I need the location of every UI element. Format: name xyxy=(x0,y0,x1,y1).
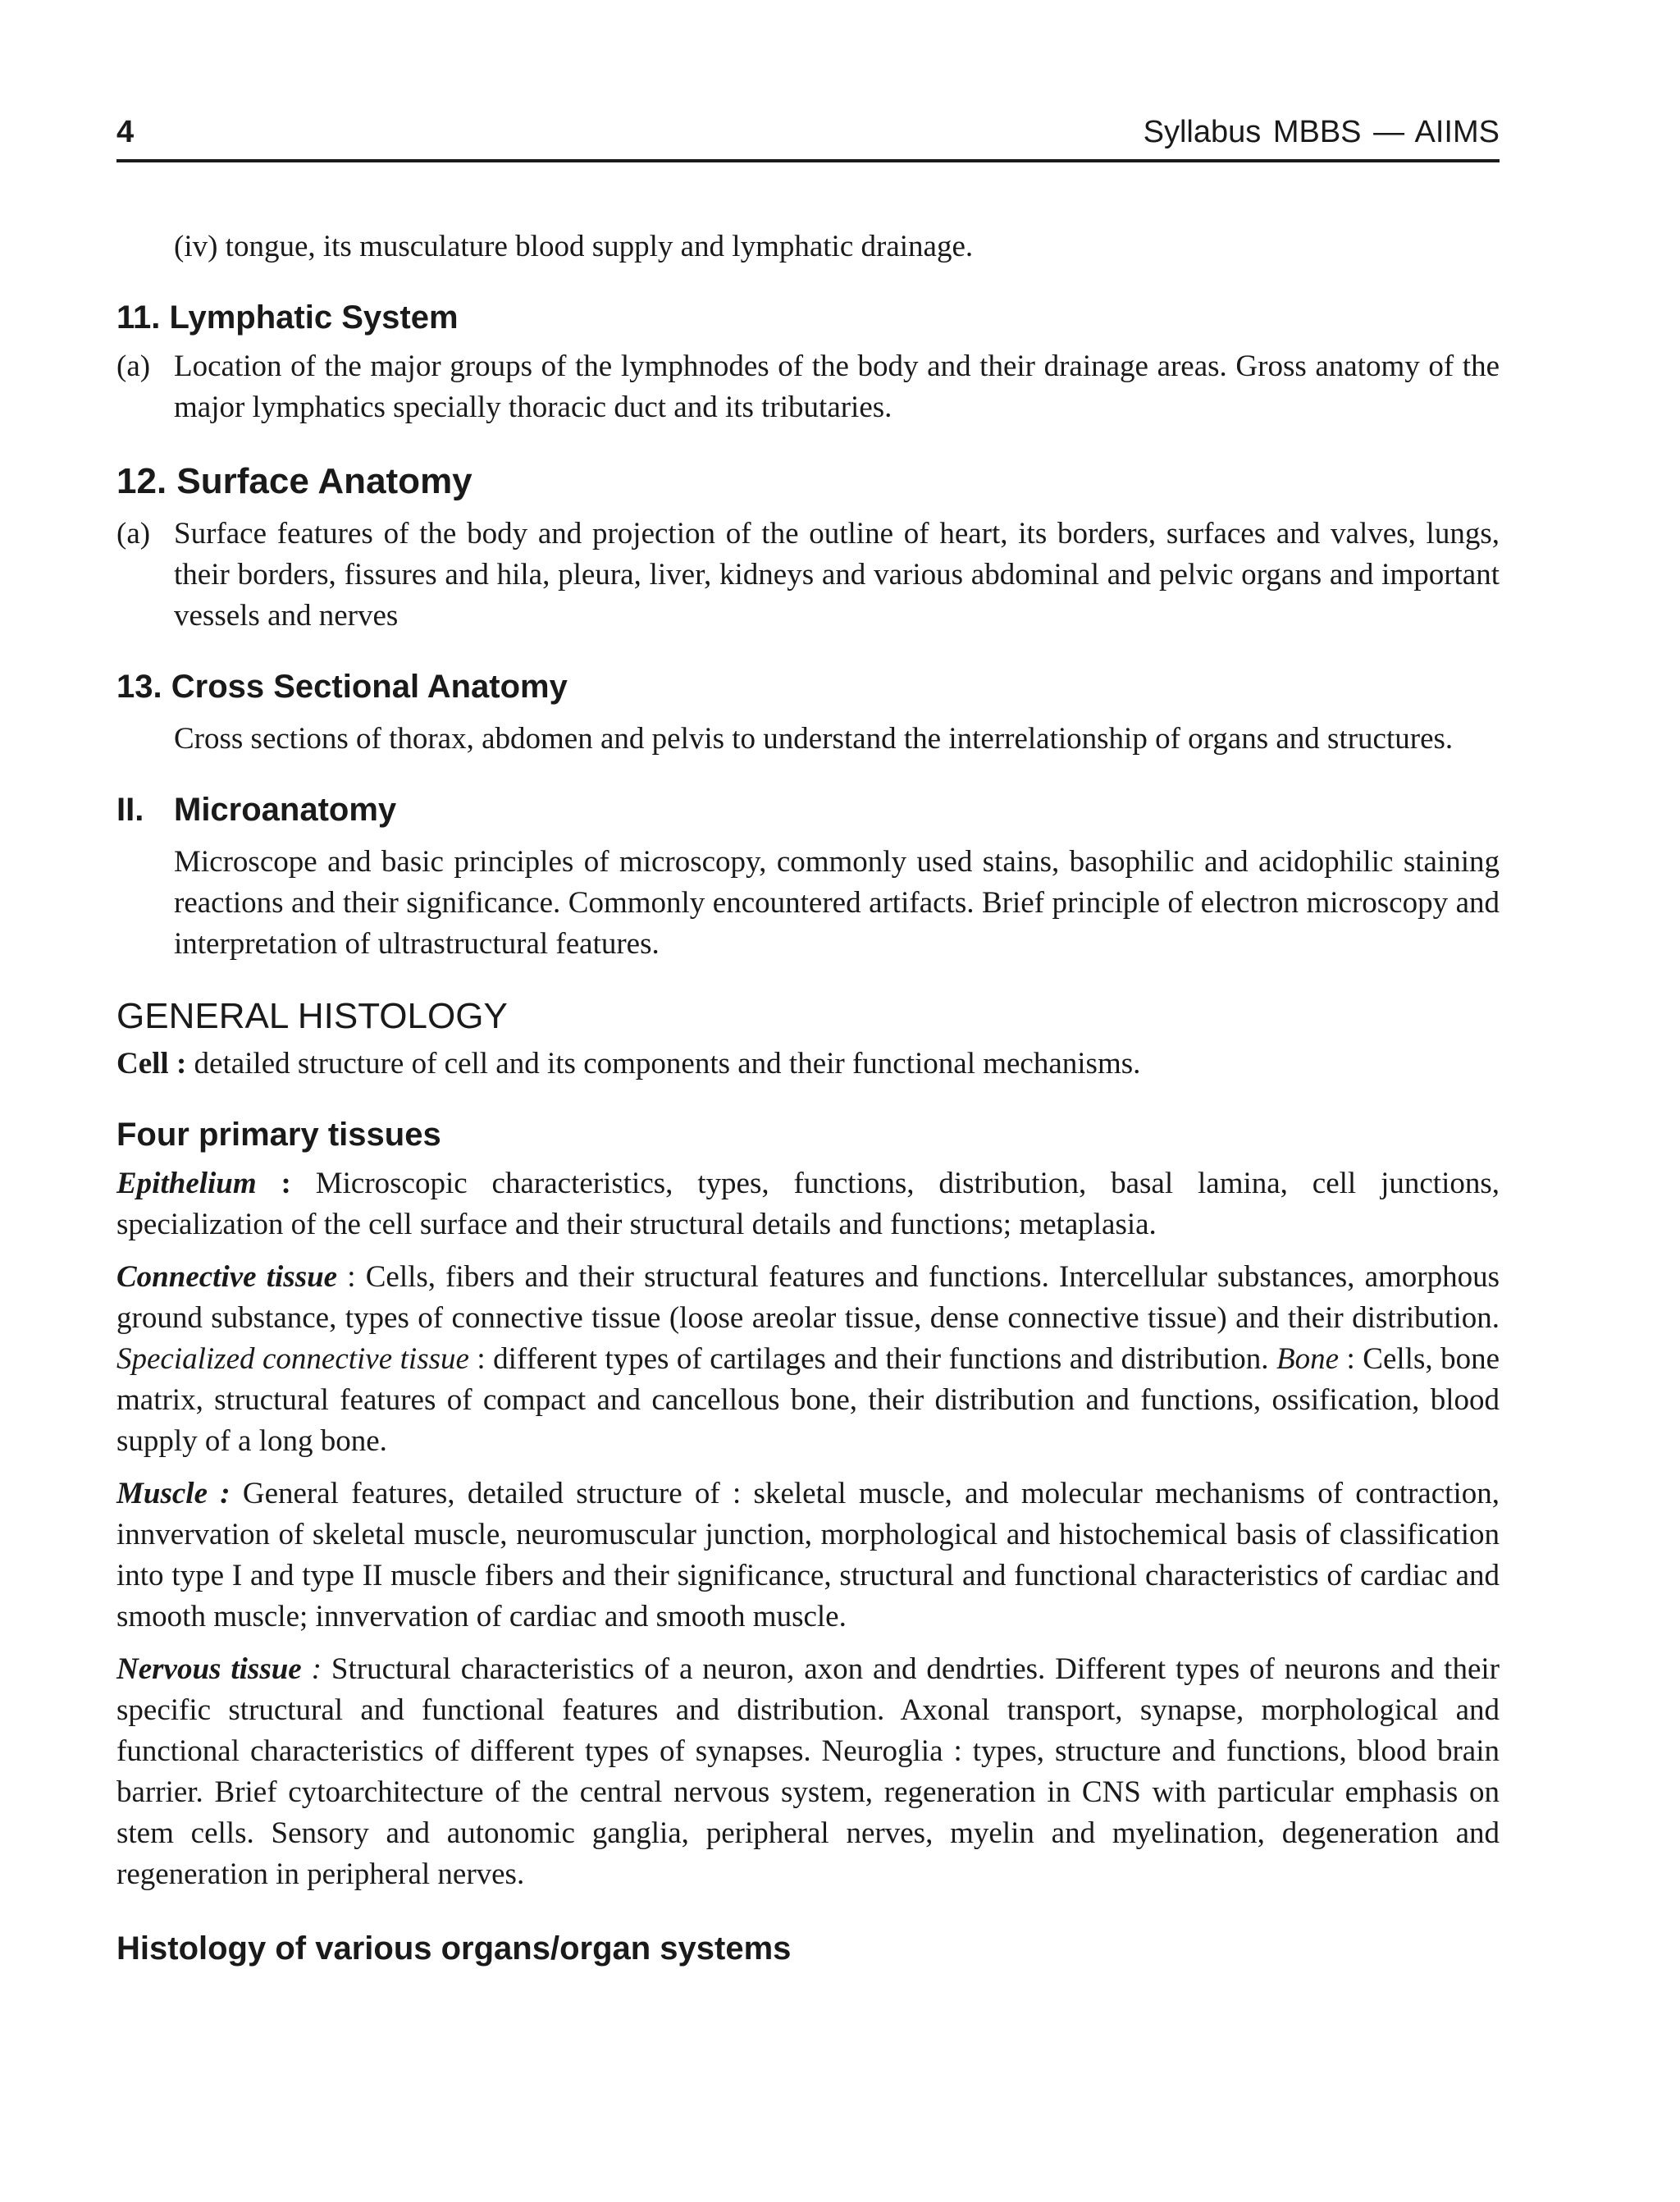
lymphatic-item-a xyxy=(116,346,1500,428)
connective-text-1: : Cells, fibers and their structural features and functions. Intercellular substances, amorphous ground substance, types of connective tissue (loose areolar tissue, dense connective tissue) and their distribution. xyxy=(116,1260,1500,1335)
nervous-text: Structural characteristics of a neuron, axon and dendrties. Different types of neurons and their specific structural and functional features and distribution. Axonal transport, synapse, morphological and functional characteristics of different types of synapses. Neuroglia : types, structure and functions, blood brain barrier. Brief cytoarchitecture of the central nervous system, regeneration in CNS with particular emphasis on stem cells. Sensory and autonomic ganglia, peripheral nerves, myelin and myelination, degeneration and regeneration in peripheral nerves. xyxy=(116,1652,1500,1891)
specialized-connective-label: Specialized connective tissue xyxy=(116,1342,469,1376)
section-number: 13. xyxy=(116,669,162,705)
item-label: (a) xyxy=(116,517,151,550)
muscle-text: General features, detailed structure of : skeletal muscle, and molecular mechanisms of contraction, innvervation of skeletal muscle, neuromuscular junction, morphological and histochemical basis of classification into type I and type II muscle fibers and their significance, structural and functional characteristics of cardiac and smooth muscle; innvervation of cardiac and smooth muscle. xyxy=(116,1477,1500,1633)
muscle-paragraph xyxy=(116,1473,1500,1638)
section-title: Lymphatic System xyxy=(169,299,459,336)
connective-label: Connective tissue xyxy=(116,1260,338,1294)
nervous-colon: : xyxy=(301,1652,322,1686)
cell-paragraph xyxy=(116,1044,1500,1085)
bone-label: Bone xyxy=(1276,1342,1340,1376)
section-title: Microanatomy xyxy=(174,792,397,828)
section-number: 12. xyxy=(116,461,167,501)
section-number: II. xyxy=(116,792,144,828)
item-text: Location of the major groups of the lymphnodes of the body and their drainage areas. Gross anatomy of the major lymphatics specially thoracic duct and its tributaries. xyxy=(174,349,1500,424)
item-label: (a) xyxy=(116,349,151,383)
header-rule xyxy=(116,159,1500,162)
four-primary-tissues-heading: Four primary tissues xyxy=(116,1117,441,1153)
surface-anatomy-heading xyxy=(116,461,1500,502)
connective-tissue-paragraph xyxy=(116,1257,1500,1462)
connective-text-3: : Cells, bone matrix, structural features of compact and cancellous bone, their distribution and functions, ossification, blood supply of a long bone. xyxy=(116,1342,1500,1458)
nervous-tissue-paragraph xyxy=(116,1649,1500,1895)
microanatomy-text: Microscope and basic principles of microscopy, commonly used stains, basophilic and acidophilic staining reactions and their significance. Commonly encountered artifacts. Brief principle of electron microscopy and interpretation of ultrastructural features. xyxy=(174,845,1500,961)
organ-histology-heading: Histology of various organs/organ systems xyxy=(116,1930,792,1967)
page-number: 4 xyxy=(116,115,135,149)
lymphatic-system-heading xyxy=(116,297,1500,338)
epithelium-label: Epithelium xyxy=(116,1167,257,1200)
section-title: Surface Anatomy xyxy=(176,461,472,501)
microanatomy-heading xyxy=(116,789,1500,830)
epithelium-paragraph xyxy=(116,1163,1500,1245)
cross-sectional-heading xyxy=(116,666,1500,707)
running-title: Syllabus MBBS — AIIMS xyxy=(1143,115,1500,149)
cell-text: detailed structure of cell and its components and their functional mechanisms. xyxy=(186,1047,1141,1080)
item-text: Surface features of the body and projection of the outline of heart, its borders, surfaces and valves, lungs, their borders, fissures and hila, pleura, liver, kidneys and various abdominal and pelvic organs and important vessels and nerves xyxy=(174,517,1500,633)
page-content xyxy=(116,226,1500,1969)
muscle-label: Muscle : xyxy=(116,1477,231,1510)
epithelium-text: Microscopic characteristics, types, functions, distribution, basal lamina, cell junctions, specialization of the cell surface and their structural details and functions; metaplasia. xyxy=(116,1167,1500,1241)
surface-item-a xyxy=(116,514,1500,637)
epithelium-colon: : xyxy=(256,1167,316,1200)
cell-label: Cell : xyxy=(116,1047,187,1080)
cross-sectional-text: Cross sections of thorax, abdomen and pelvis to understand the interrelationship of organs and structures. xyxy=(174,722,1454,756)
tongue-item: (iv) tongue, its musculature blood supply and lymphatic drainage. xyxy=(174,230,974,263)
page-header xyxy=(116,113,1500,151)
section-number: 11. xyxy=(116,299,161,336)
connective-text-2: : different types of cartilages and their functions and distribution. xyxy=(468,1342,1277,1376)
section-title: Cross Sectional Anatomy xyxy=(171,669,568,705)
general-histology-heading: GENERAL HISTOLOGY xyxy=(116,996,508,1036)
nervous-label: Nervous tissue xyxy=(116,1652,302,1686)
